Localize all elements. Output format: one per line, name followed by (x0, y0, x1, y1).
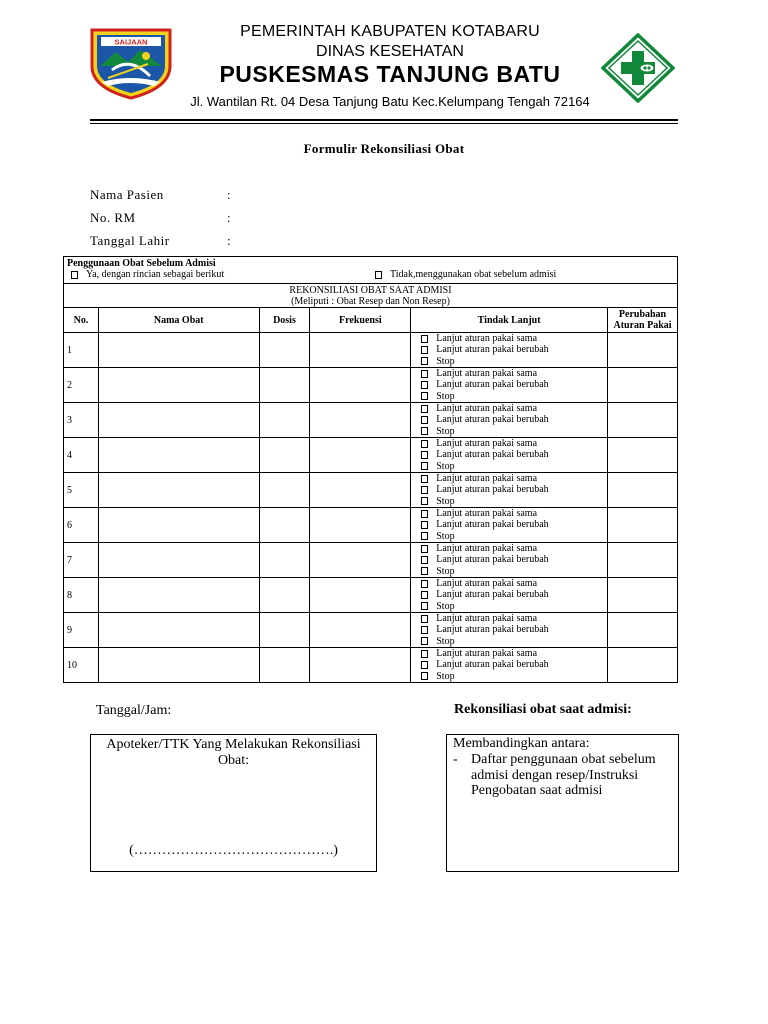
row-number: 7 (64, 543, 99, 578)
medical-record-label: No. RM (90, 210, 136, 225)
list-dash: - (453, 752, 458, 767)
followup-option[interactable] (414, 566, 604, 577)
header-government: PEMERINTAH KABUPATEN KOTABARU (240, 23, 540, 40)
followup-option-label: Lanjut aturan pakai berubah (436, 484, 549, 496)
checkbox-icon (421, 591, 428, 599)
pharmacist-signature-box[interactable] (90, 734, 377, 872)
row-number: 8 (64, 578, 99, 613)
tindak-lanjut-cell (411, 473, 608, 508)
followup-option-label: Lanjut aturan pakai sama (436, 473, 538, 485)
followup-option-label: Lanjut aturan pakai sama (436, 438, 538, 450)
perubahan-cell[interactable] (608, 578, 678, 613)
followup-option[interactable] (414, 379, 604, 390)
dosis-cell[interactable] (259, 648, 310, 683)
patient-name-field[interactable] (90, 187, 231, 203)
followup-option[interactable] (414, 344, 604, 355)
reconciliation-table (63, 256, 678, 683)
frekuensi-cell[interactable] (310, 648, 411, 683)
tindak-lanjut-cell (411, 368, 608, 403)
col-tindak-lanjut: Tindak Lanjut (411, 308, 608, 333)
followup-option[interactable] (414, 578, 604, 589)
field-separator: : (227, 233, 232, 248)
signature-line: (…………………………………….) (129, 843, 338, 858)
table-row (64, 508, 678, 543)
header-address: Jl. Wantilan Rt. 04 Desa Tanjung Batu Kec.Kelumpang Tengah 72164 (190, 94, 590, 109)
followup-option-label: Lanjut aturan pakai sama (436, 543, 538, 555)
checkbox-icon (421, 637, 428, 645)
nama-obat-cell[interactable] (98, 368, 259, 403)
checkbox-icon (421, 357, 428, 365)
followup-option[interactable] (414, 333, 604, 344)
tindak-lanjut-cell (411, 613, 608, 648)
admission-title: REKONSILIASI OBAT SAAT ADMISI (289, 284, 452, 296)
table-body (64, 333, 678, 683)
followup-option[interactable] (414, 613, 604, 624)
tindak-lanjut-cell (411, 333, 608, 368)
dosis-cell[interactable] (259, 578, 310, 613)
followup-option-label: Lanjut aturan pakai sama (436, 648, 538, 660)
option-yes-label: Ya, dengan rincian sebagai berikut (86, 269, 225, 280)
checkbox-icon (421, 556, 428, 564)
perubahan-cell[interactable] (608, 648, 678, 683)
compare-label: Membandingkan antara: (453, 736, 590, 751)
perubahan-cell[interactable] (608, 438, 678, 473)
checkbox-icon (375, 271, 382, 279)
frekuensi-cell[interactable] (310, 543, 411, 578)
checkbox-icon (421, 475, 428, 483)
nama-obat-cell[interactable] (98, 403, 259, 438)
nama-obat-cell[interactable] (98, 543, 259, 578)
checkbox-icon (421, 462, 428, 470)
followup-option-label: Lanjut aturan pakai sama (436, 368, 538, 380)
followup-option-label: Lanjut aturan pakai berubah (436, 624, 549, 636)
perubahan-cell[interactable] (608, 508, 678, 543)
followup-option[interactable] (414, 648, 604, 659)
dosis-cell[interactable] (259, 368, 310, 403)
patient-name-label: Nama Pasien (90, 187, 164, 202)
followup-option[interactable] (414, 519, 604, 530)
followup-option-label: Stop (436, 530, 455, 542)
followup-option[interactable] (414, 636, 604, 647)
followup-option-label: Lanjut aturan pakai berubah (436, 344, 549, 356)
table-row (64, 368, 678, 403)
nama-obat-cell[interactable] (98, 613, 259, 648)
checkbox-icon (421, 497, 428, 505)
followup-option-label: Stop (436, 425, 455, 437)
header-department: DINAS KESEHATAN (316, 43, 464, 60)
checkbox-icon (421, 392, 428, 400)
option-no-label: Tidak,menggunakan obat sebelum admisi (390, 269, 557, 280)
date-time-label: Tanggal/Jam: (96, 703, 172, 718)
dosis-cell[interactable] (259, 473, 310, 508)
checkbox-icon (421, 580, 428, 588)
tindak-lanjut-cell (411, 578, 608, 613)
followup-option-label: Lanjut aturan pakai berubah (436, 414, 549, 426)
checkbox-icon (421, 381, 428, 389)
followup-option[interactable] (414, 449, 604, 460)
followup-option-label: Lanjut aturan pakai berubah (436, 449, 549, 461)
col-nama-obat: Nama Obat (98, 308, 259, 333)
nama-obat-cell[interactable] (98, 473, 259, 508)
field-separator: : (227, 187, 232, 202)
followup-option-label: Lanjut aturan pakai sama (436, 333, 538, 345)
checkbox-icon (421, 440, 428, 448)
followup-option[interactable] (414, 496, 604, 507)
checkbox-icon (421, 451, 428, 459)
followup-option-label: Stop (436, 565, 455, 577)
checkbox-icon (421, 661, 428, 669)
followup-option[interactable] (414, 543, 604, 554)
nama-obat-cell[interactable] (98, 648, 259, 683)
row-number: 2 (64, 368, 99, 403)
checkbox-icon (421, 486, 428, 494)
perubahan-cell[interactable] (608, 403, 678, 438)
checkbox-icon (421, 567, 428, 575)
followup-option[interactable] (414, 554, 604, 565)
checkbox-icon (421, 602, 428, 610)
followup-option-label: Lanjut aturan pakai sama (436, 508, 538, 520)
row-number: 1 (64, 333, 99, 368)
tindak-lanjut-cell (411, 508, 608, 543)
tindak-lanjut-cell (411, 403, 608, 438)
option-yes[interactable] (71, 269, 224, 280)
tindak-lanjut-cell (411, 648, 608, 683)
table-row (64, 473, 678, 508)
logo-left-text: SAIJAAN (114, 37, 148, 47)
row-number: 9 (64, 613, 99, 648)
option-no[interactable] (375, 269, 556, 280)
col-frekuensi: Frekuensi (310, 308, 411, 333)
reconciliation-note-box (446, 734, 679, 872)
nama-obat-cell[interactable] (98, 438, 259, 473)
perubahan-cell[interactable] (608, 333, 678, 368)
followup-option[interactable] (414, 438, 604, 449)
checkbox-icon (421, 427, 428, 435)
perubahan-cell[interactable] (608, 473, 678, 508)
perubahan-cell[interactable] (608, 368, 678, 403)
perubahan-cell[interactable] (608, 613, 678, 648)
table-row (64, 438, 678, 473)
frekuensi-cell[interactable] (310, 333, 411, 368)
followup-option-label: Stop (436, 670, 455, 682)
followup-option[interactable] (414, 589, 604, 600)
row-number: 4 (64, 438, 99, 473)
checkbox-icon (421, 416, 428, 424)
dosis-cell[interactable] (259, 403, 310, 438)
header-rule-thick (90, 119, 678, 121)
frekuensi-cell[interactable] (310, 508, 411, 543)
row-number: 5 (64, 473, 99, 508)
col-dosis: Dosis (259, 308, 310, 333)
checkbox-icon (421, 545, 428, 553)
table-row (64, 333, 678, 368)
checkbox-icon (71, 271, 78, 279)
followup-option-label: Lanjut aturan pakai berubah (436, 379, 549, 391)
followup-option-label: Lanjut aturan pakai sama (436, 578, 538, 590)
followup-option[interactable] (414, 461, 604, 472)
nama-obat-cell[interactable] (98, 333, 259, 368)
followup-option[interactable] (414, 659, 604, 670)
pre-admission-section (64, 257, 678, 284)
row-number: 10 (64, 648, 99, 683)
followup-option[interactable] (414, 426, 604, 437)
followup-option[interactable] (414, 356, 604, 367)
followup-option[interactable] (414, 403, 604, 414)
followup-option[interactable] (414, 624, 604, 635)
header-rule-thin (90, 123, 678, 124)
row-number: 6 (64, 508, 99, 543)
table-row (64, 578, 678, 613)
followup-option-label: Lanjut aturan pakai berubah (436, 519, 549, 531)
frekuensi-cell[interactable] (310, 368, 411, 403)
followup-option[interactable] (414, 391, 604, 402)
perubahan-cell[interactable] (608, 543, 678, 578)
followup-option[interactable] (414, 601, 604, 612)
nama-obat-cell[interactable] (98, 578, 259, 613)
followup-option-label: Lanjut aturan pakai berubah (436, 554, 549, 566)
frekuensi-cell[interactable] (310, 473, 411, 508)
table-row (64, 543, 678, 578)
checkbox-icon (421, 346, 428, 354)
admission-subtitle: (Meliputi : Obat Resep dan Non Resep) (291, 295, 450, 307)
dosis-cell[interactable] (259, 508, 310, 543)
form-title: Formulir Rekonsiliasi Obat (303, 141, 465, 156)
pre-admission-title: Penggunaan Obat Sebelum Admisi (67, 258, 216, 269)
birth-date-field[interactable] (90, 233, 231, 249)
followup-option-label: Lanjut aturan pakai berubah (436, 589, 549, 601)
tindak-lanjut-cell (411, 543, 608, 578)
col-no: No. (64, 308, 99, 333)
followup-option[interactable] (414, 473, 604, 484)
dosis-cell[interactable] (259, 333, 310, 368)
followup-option[interactable] (414, 484, 604, 495)
compare-item: Daftar penggunaan obat sebelum admisi dengan resep/Instruksi Pengobatan saat admisi (471, 752, 656, 798)
admission-section (64, 284, 678, 308)
checkbox-icon (421, 615, 428, 623)
checkbox-icon (421, 521, 428, 529)
followup-option-label: Lanjut aturan pakai sama (436, 613, 538, 625)
field-separator: : (227, 210, 232, 225)
header-puskesmas-name: PUSKESMAS TANJUNG BATU (219, 61, 561, 87)
checkbox-icon (421, 672, 428, 680)
followup-option-label: Lanjut aturan pakai berubah (436, 659, 549, 671)
tindak-lanjut-cell (411, 438, 608, 473)
dosis-cell[interactable] (259, 438, 310, 473)
followup-option-label: Stop (436, 355, 455, 367)
checkbox-icon (421, 370, 428, 378)
followup-option[interactable] (414, 508, 604, 519)
checkbox-icon (421, 532, 428, 540)
checkbox-icon (421, 405, 428, 413)
col-perubahan: Perubahan Aturan Pakai (608, 308, 678, 333)
checkbox-icon (421, 510, 428, 518)
row-number: 3 (64, 403, 99, 438)
checkbox-icon (421, 650, 428, 658)
table-row (64, 403, 678, 438)
followup-option-label: Stop (436, 635, 455, 647)
table-row (64, 648, 678, 683)
followup-option-label: Stop (436, 495, 455, 507)
birth-date-label: Tanggal Lahir (90, 233, 170, 248)
followup-option[interactable] (414, 671, 604, 682)
dosis-cell[interactable] (259, 543, 310, 578)
followup-option[interactable] (414, 414, 604, 425)
followup-option-label: Lanjut aturan pakai sama (436, 403, 538, 415)
medical-record-field[interactable] (90, 210, 231, 226)
frekuensi-cell[interactable] (310, 613, 411, 648)
followup-option[interactable] (414, 368, 604, 379)
checkbox-icon (421, 335, 428, 343)
followup-option-label: Stop (436, 390, 455, 402)
followup-option[interactable] (414, 531, 604, 542)
reconciliation-note-title: Rekonsiliasi obat saat admisi: (454, 702, 632, 717)
followup-option-label: Stop (436, 460, 455, 472)
table-row (64, 613, 678, 648)
pharmacist-label: Apoteker/TTK Yang Melakukan Rekonsiliasi Obat: (106, 737, 361, 768)
followup-option-label: Stop (436, 600, 455, 612)
dosis-cell[interactable] (259, 613, 310, 648)
frekuensi-cell[interactable] (310, 403, 411, 438)
nama-obat-cell[interactable] (98, 508, 259, 543)
frekuensi-cell[interactable] (310, 438, 411, 473)
frekuensi-cell[interactable] (310, 578, 411, 613)
table-header-row (64, 308, 678, 333)
checkbox-icon (421, 626, 428, 634)
